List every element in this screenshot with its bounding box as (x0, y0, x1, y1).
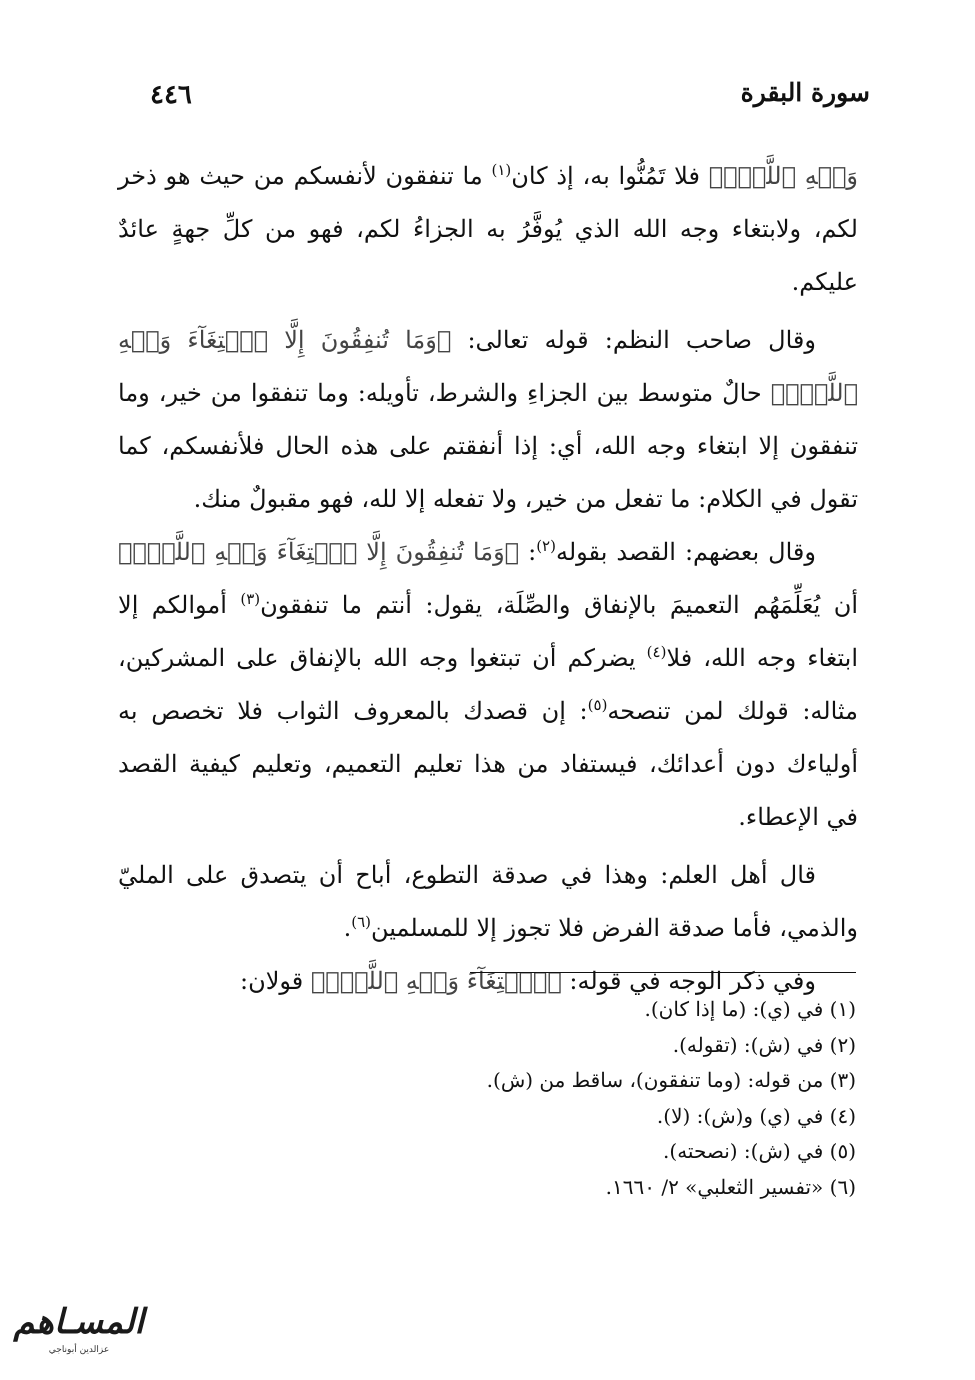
quran-quote: ﴿ٱبۡتِغَآءَ وَجۡهِ ٱللَّهِۚ﴾ (310, 967, 562, 995)
footnote-marker-5[interactable]: (٥) (587, 696, 608, 714)
text-segment: قولان: (240, 967, 311, 995)
quran-quote: ﴿وَمَا تُنفِقُونَ إِلَّا ٱبۡتِغَآءَ وَجۡهِ ٱللَّهِۚ﴾ (118, 538, 520, 566)
footnote-6: (٦) «تفسير الثعلبي» ٢/ ١٦٦٠. (605, 1174, 856, 1199)
text-segment: حالٌ متوسط بين الجزاءِ والشرط، تأويله: وما تنفقوا من خير، وما تنفقون إلا ابتغاء وجه الله، أي: إذا أنفقتم على هذه الحال فلأنفسكم، كما تقول في الكلام: ما تفعل من خير، ولا تفعله إلا لله، فهو مقبولٌ منك. (118, 379, 858, 513)
footnote-marker-1[interactable]: (١) (491, 161, 512, 179)
text-segment: أموالكم إلا ابتغاء وجه الله، فلا (118, 591, 858, 672)
footnote-marker-6[interactable]: (٦) (351, 913, 371, 931)
footnote-marker-3[interactable]: (٣) (240, 590, 261, 608)
logo-text: المسـاهم (13, 1302, 144, 1342)
text-segment: : (519, 538, 537, 566)
watermark-logo (14, 1300, 144, 1362)
quran-quote: وَجۡهِ ٱللَّهِۚ﴾ (708, 162, 858, 190)
text-segment: ما تنفقون لأنفسكم من حيث هو ذخر لكم، ولابتغاء وجه الله الذي يُوفَّرُ به الجزاءُ لكم، فهو من كلِّ جهةٍ عائدٌ عليكم. (118, 162, 858, 296)
footnote-divider (470, 972, 856, 973)
page-number: ٤٤٦ (150, 80, 192, 110)
text-segment: فلا تَمُنُّوا به، إذ كان (511, 162, 709, 190)
paragraph-2 (118, 314, 858, 526)
text-segment: وفي ذكر الوجه في قوله: (561, 967, 816, 995)
footnote-marker-2[interactable]: (٢) (536, 537, 556, 555)
paragraph-3 (118, 526, 858, 844)
paragraph-1 (118, 150, 858, 309)
footnote-marker-4[interactable]: (٤) (646, 643, 667, 661)
quran-quote: ﴿وَمَا تُنفِقُونَ إِلَّا ٱبۡتِغَآءَ وَجۡهِ ٱللَّهِۚ﴾ (118, 326, 858, 407)
footnote-1: (١) في (ي): (ما إذا كان). (644, 997, 856, 1021)
footnotes-section (300, 992, 856, 1205)
footnote-5: (٥) في (ش): (نصحته). (663, 1139, 856, 1163)
text-segment: وقال صاحب النظم: قوله تعالى: (451, 326, 816, 354)
text-segment: وقال بعضهم: القصد بقوله (555, 538, 816, 566)
text-segment: يضركم أن تبتغوا وجه الله بالإنفاق على المشركين، مثاله: قولك لمن تنصحه (118, 644, 858, 725)
page-header (150, 78, 870, 118)
text-segment: قال أهل العلم: وهذا في صدقة التطوع، أباح أن يتصدق على المليّ والذمي، فأما صدقة الفرض فلا تجوز إلا للمسلمين (118, 861, 858, 942)
text-segment: : إن قصدك بالمعروف الثواب فلا تخصص به أولياءك دون أعدائك، فيستفاد من هذا تعليم التعميم، وتعليم كيفية القصد في الإعطاء. (118, 697, 858, 831)
footnote-3: (٣) من قوله: (وما تنفقون)، ساقط من (ش). (486, 1068, 856, 1092)
text-segment: . (343, 914, 352, 942)
footnote-4: (٤) في (ي) و(ش): (لا). (656, 1103, 856, 1128)
footnote-2: (٢) في (ش): (تقوله). (672, 1032, 856, 1057)
main-text (118, 150, 858, 1008)
logo-subtext: عزالدين أبوناجي (48, 1345, 110, 1355)
paragraph-4 (118, 849, 858, 955)
surah-name: سورة البقرة (740, 78, 870, 107)
text-segment: أن يُعَلِّمَهُم التعميمَ بالإنفاق والصِّلَة، يقول: أنتم ما تنفقون (260, 591, 858, 619)
